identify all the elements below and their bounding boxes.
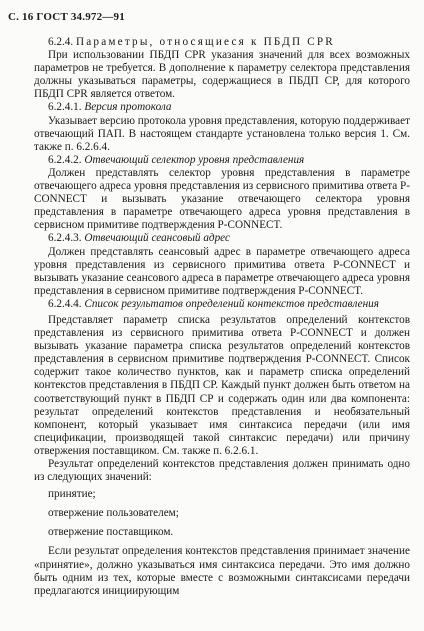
paragraph: Указывает версию протокола уровня представления, которую поддерживает отвечающий ПАП. В настоящем стандарте установлена только версия 1. См. также п. 6.2.6.4. <box>34 114 410 153</box>
section-number: 6.2.4.2. <box>48 153 82 166</box>
section-title: Параметры, относящиеся к ПБДП CPR <box>75 36 335 48</box>
section-heading-6-2-4 <box>34 36 410 49</box>
paragraph: Должен представлять селектор уровня представления в параметре отвечающего адреса уровня представления из сервисного примитива ответа P-CONNECT и вызывать указание отвечающего селектора уровня представления в параметре отвечающего адреса уровня представления в сервисном примитиве подтверждения P-CONNECT. <box>34 166 410 232</box>
section-heading-6-2-4-3 <box>34 232 410 245</box>
section-title: Отвечающий селектор уровня представления <box>84 153 305 166</box>
paragraph: Если результат определения контекстов представления принимает значение «принятие», должно указываться имя синтаксиса передачи. Это имя должно быть одним из тех, которые вместе с возможными синтаксисами передачи предлагаются инициирующим <box>34 545 410 597</box>
paragraph: Должен представлять сеансовый адрес в параметре отвечающего адреса уровня представления из сервисного примитива ответа P-CONNECT и вызывать указание сеансового адреса в параметре отвечающего адреса уровня представления в сервисном примитиве подтверждения P-CONNECT. <box>34 245 410 297</box>
section-title: Версия протокола <box>84 101 172 114</box>
list-item: отвержение пользователем; <box>48 507 179 520</box>
section-number: 6.2.4.4. <box>48 297 82 310</box>
section-title: Список результатов определений контекстов представления <box>84 297 379 310</box>
section-heading-6-2-4-2 <box>34 154 410 167</box>
page-header: С. 16 ГОСТ 34.972—91 <box>8 11 125 23</box>
section-heading-6-2-4-1 <box>34 101 410 114</box>
paragraph: Результат определений контекстов представления должен принимать одно из следующих значений: <box>34 458 410 484</box>
section-number: 6.2.4. <box>48 36 74 48</box>
paragraph: При использовании ПБДП CPR указания значений для всех возможных параметров не требуется. В дополнение к параметру селектора представления должны указываться параметры, содержащиеся в ПБДП СР, для которого ПБДП CPR является ответом. <box>34 49 410 101</box>
values-list <box>34 488 410 539</box>
paragraph: Представляет параметр списка результатов определений контекстов представления из сервисного примитива ответа P-CONNECT и должен вызывать указание параметра списка результатов определений контекстов представления в сервисном примитиве подтверждения P-CONNECT. Список содержит такое количество пунктов, как и параметр списка определений контекстов представления в ПБДП СР. Каждый пункт должен быть ответом на соответствующий пункт в ПБДП СР и содержать один или два компонента: результат определений контекстов представления и необязательный компонент, который указывает имя синтаксиса передачи (или имя спецификации, производящей такой синтаксис передачи) или причину отвержения поставщиком. См. также п. 6.2.6.1. <box>34 313 410 457</box>
page-content <box>34 36 410 598</box>
section-heading-6-2-4-4 <box>34 298 410 311</box>
section-title: Отвечающий сеансовый адрес <box>84 232 230 245</box>
section-number: 6.2.4.1. <box>48 101 82 114</box>
list-item: отвержение поставщиком. <box>48 526 174 539</box>
section-number: 6.2.4.3. <box>48 232 82 245</box>
list-item: принятие; <box>48 488 96 501</box>
